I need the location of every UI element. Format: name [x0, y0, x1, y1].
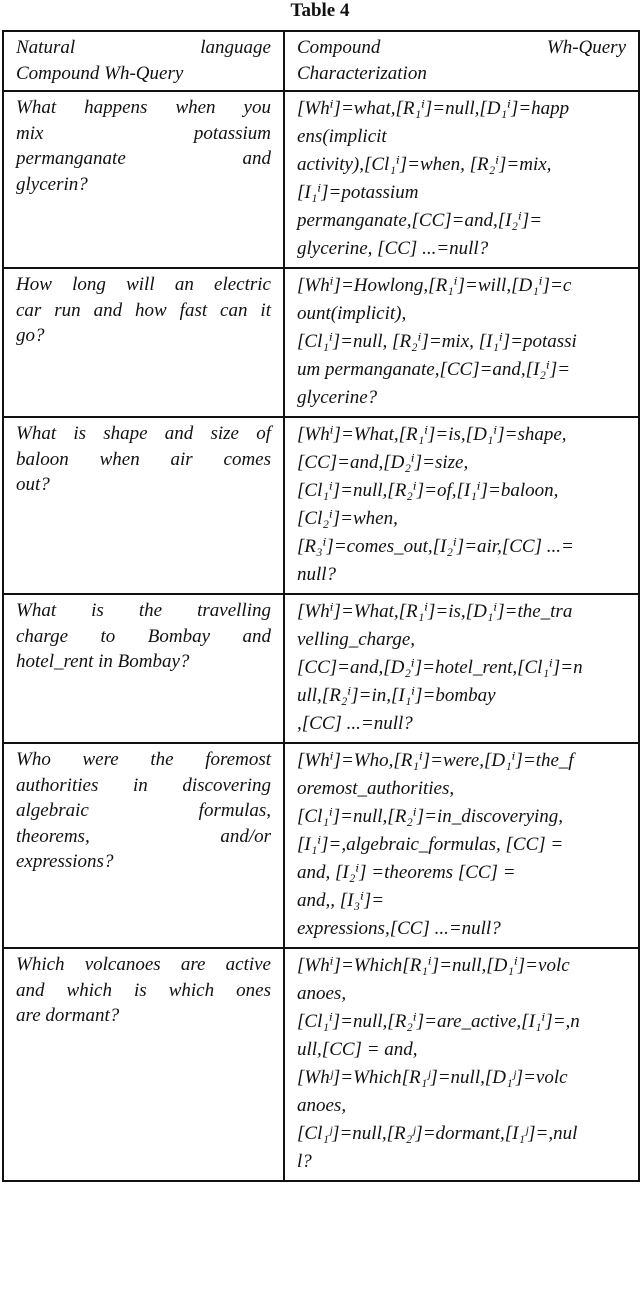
characterization-cell-line: ount(implicit),	[297, 303, 407, 324]
question-cell-line: mix potassium	[16, 122, 271, 144]
question-cell-line: authorities in discovering	[16, 774, 271, 796]
question-cell-line: baloon when air comes	[16, 448, 271, 470]
characterization-cell-line: expressions,[CC] ...=null?	[297, 918, 501, 939]
table-row	[3, 417, 639, 594]
characterization-cell-line: glycerine, [CC] ...=null?	[297, 238, 489, 259]
characterization-cell-line: ,[CC] ...=null?	[297, 713, 413, 734]
header-characterization	[284, 31, 639, 91]
question-cell	[3, 268, 284, 417]
characterization-cell-line: [CC]=and,[D₂ⁱ]=size,	[297, 452, 469, 473]
characterization-cell-line: oremost_authorities,	[297, 778, 455, 799]
characterization-cell-line: [Whⁱ]=What,[R₁ⁱ]=is,[D₁ⁱ]=shape,	[297, 424, 567, 445]
table-row	[3, 743, 639, 948]
characterization-cell-line: [R₃ⁱ]=comes_out,[I₂ⁱ]=air,[CC] ...=	[297, 536, 574, 557]
question-cell-line: algebraic formulas,	[16, 800, 271, 821]
table-row	[3, 594, 639, 743]
question-cell-line: go?	[16, 325, 45, 346]
question-cell-line: What is the travelling	[16, 600, 271, 621]
characterization-cell-line: um permanganate,[CC]=and,[I₂ⁱ]=	[297, 359, 571, 380]
question-cell-line: are dormant?	[16, 1005, 120, 1026]
characterization-cell-line: activity),[Cl₁ⁱ]=when, [R₂ⁱ]=mix,	[297, 154, 552, 175]
characterization-cell-line: anoes,	[297, 983, 347, 1004]
characterization-cell-line: ull,[CC] = and,	[297, 1039, 418, 1060]
characterization-cell-line: ull,[R₂ⁱ]=in,[I₁ⁱ]=bombay	[297, 685, 496, 706]
header-line: Natural language	[16, 37, 271, 58]
question-cell	[3, 417, 284, 594]
question-cell-line: permanganate and	[16, 148, 271, 169]
characterization-cell-line: [Whⁱ]=what,[R₁ⁱ]=null,[D₁ⁱ]=happ	[297, 98, 570, 119]
question-cell	[3, 948, 284, 1181]
characterization-cell-line: glycerine?	[297, 387, 378, 408]
table-row	[3, 268, 639, 417]
header-line: Compound Wh-Query	[297, 37, 626, 58]
question-cell	[3, 743, 284, 948]
question-cell-line: Who were the foremost	[16, 749, 271, 770]
question-cell-line: hotel_rent in Bombay?	[16, 651, 190, 672]
header-natural-language	[3, 31, 284, 91]
characterization-cell	[284, 594, 639, 743]
question-cell-line: How long will an electric	[16, 274, 271, 295]
table-row	[3, 948, 639, 1181]
question-cell-line: glycerin?	[16, 173, 88, 195]
header-row	[3, 31, 639, 91]
characterization-cell-line: [I₁ⁱ]=potassium	[297, 182, 419, 203]
characterization-cell-line: [Cl₂ⁱ]=when,	[297, 508, 398, 529]
table-title: Table 4	[290, 0, 350, 21]
question-cell-line: charge to Bombay and	[16, 625, 271, 647]
characterization-cell-line: [Whⁱ]=Which[R₁ⁱ]=null,[D₁ⁱ]=volc	[297, 955, 570, 976]
characterization-cell-line: velling_charge,	[297, 629, 416, 650]
characterization-cell-line: [Cl₁ⁱ]=null,[R₂ⁱ]=are_active,[I₁ⁱ]=,n	[297, 1011, 580, 1032]
characterization-cell	[284, 743, 639, 948]
question-cell-line: What is shape and size of	[16, 423, 271, 444]
question-cell-line: expressions?	[16, 851, 114, 872]
characterization-cell-line: [Whⁱ]=Who,[R₁ⁱ]=were,[D₁ⁱ]=the_f	[297, 750, 574, 771]
characterization-cell-line: and,, [I₃ⁱ]=	[297, 890, 385, 911]
characterization-cell-line: [I₁ⁱ]=,algebraic_formulas, [CC] =	[297, 834, 564, 855]
characterization-cell-line: [CC]=and,[D₂ⁱ]=hotel_rent,[Cl₁ⁱ]=n	[297, 657, 583, 678]
question-cell-line: out?	[16, 474, 50, 495]
characterization-cell-line: l?	[297, 1151, 312, 1172]
characterization-cell-line: [Cl₁ⁱ]=null,[R₂ⁱ]=in_discoverying,	[297, 806, 564, 827]
table-body	[3, 31, 639, 1181]
characterization-cell-line: permanganate,[CC]=and,[I₂ⁱ]=	[297, 210, 543, 231]
question-cell-line: Which volcanoes are active	[16, 954, 271, 975]
question-cell	[3, 91, 284, 268]
header-line: Compound Wh-Query	[16, 62, 184, 84]
characterization-cell-line: and, [I₂ⁱ] =theorems [CC] =	[297, 862, 516, 883]
question-cell	[3, 594, 284, 743]
table-row	[3, 91, 639, 268]
query-table	[2, 30, 640, 1182]
question-cell-line: theorems, and/or	[16, 825, 271, 847]
characterization-cell-line: [Cl₁ⁱ]=null,[R₂ⁱ]=of,[I₁ⁱ]=baloon,	[297, 480, 559, 501]
question-cell-line: What happens when you	[16, 97, 271, 118]
characterization-cell-line: anoes,	[297, 1095, 347, 1116]
characterization-cell	[284, 91, 639, 268]
characterization-cell	[284, 417, 639, 594]
characterization-cell-line: [Whⁱ]=Howlong,[R₁ⁱ]=will,[D₁ⁱ]=c	[297, 275, 572, 296]
question-cell-line: and which is which ones	[16, 979, 271, 1001]
question-cell-line: car run and how fast can it	[16, 299, 271, 321]
characterization-cell	[284, 948, 639, 1181]
characterization-cell	[284, 268, 639, 417]
characterization-cell-line: [Cl₁ʲ]=null,[R₂ʲ]=dormant,[I₁ʲ]=,nul	[297, 1123, 578, 1144]
characterization-cell-line: [Whⁱ]=What,[R₁ⁱ]=is,[D₁ⁱ]=the_tra	[297, 601, 573, 622]
characterization-cell-line: [Whʲ]=Which[R₁ʲ]=null,[D₁ʲ]=volc	[297, 1067, 568, 1088]
characterization-cell-line: null?	[297, 564, 337, 585]
header-line: Characterization	[297, 62, 427, 84]
characterization-cell-line: ens(implicit	[297, 126, 387, 147]
characterization-cell-line: [Cl₁ⁱ]=null, [R₂ⁱ]=mix, [I₁ⁱ]=potassi	[297, 331, 577, 352]
